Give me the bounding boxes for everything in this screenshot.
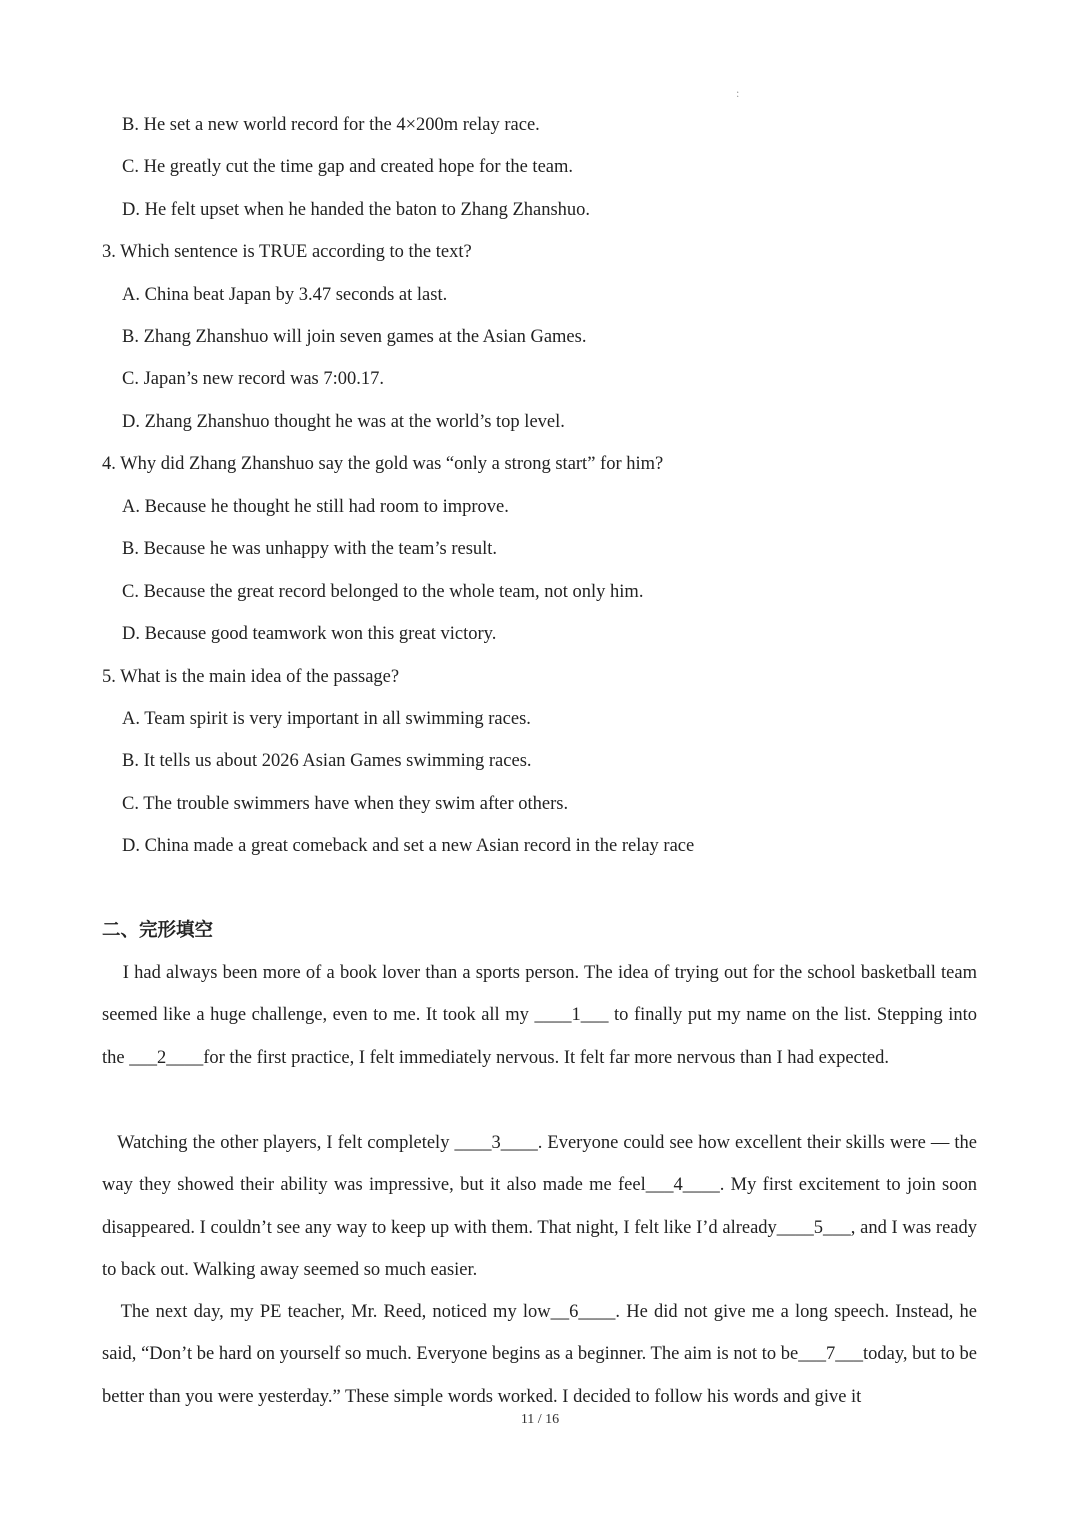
q2-option-c: C. He greatly cut the time gap and created hope for the team. (122, 157, 574, 177)
q4-option-b: B. Because he was unhappy with the team’s result. (122, 539, 498, 559)
section-title: 二、完形填空 (102, 920, 214, 941)
q4-stem: 4. Why did Zhang Zhanshuo say the gold was “only a strong start” for him? (102, 454, 664, 474)
q2-option-d: D. He felt upset when he handed the baton to Zhang Zhanshuo. (122, 200, 591, 220)
q3-option-b: B. Zhang Zhanshuo will join seven games at the Asian Games. (122, 327, 587, 347)
q4-option-a: A. Because he thought he still had room to improve. (122, 497, 509, 517)
q5-option-c: C. The trouble swimmers have when they swim after others. (122, 794, 569, 814)
cloze-paragraph-1: I had always been more of a book lover than a sports person. The idea of trying out for the school basketball team seemed like a huge challenge, even to me. It took all my ____1___ to finally put my name on the list. Stepping into the ___2____for the first practice, I felt immediately nervous. It felt far more nervous than I had expected. (102, 963, 977, 1068)
q3-stem: 3. Which sentence is TRUE according to the text? (102, 242, 472, 262)
q3-option-a: A. China beat Japan by 3.47 seconds at last. (122, 285, 448, 305)
q3-option-c: C. Japan’s new record was 7:00.17. (122, 369, 385, 389)
cloze-paragraph-2: Watching the other players, I felt completely ____3____. Everyone could see how excellent their skills were — the way they showed their ability was impressive, but it also made me feel___4____. My first excitement to join soon disappeared. I couldn’t see any way to keep up with them. That night, I felt like I’d already____5___, and I was ready to back out. Walking away seemed so much easier. (102, 1133, 977, 1281)
corner-mark: : (736, 86, 740, 100)
q5-option-b: B. It tells us about 2026 Asian Games swimming races. (122, 751, 532, 771)
q4-option-d: D. Because good teamwork won this great victory. (122, 624, 497, 644)
q5-stem: 5. What is the main idea of the passage? (102, 667, 400, 687)
cloze-paragraph-3: The next day, my PE teacher, Mr. Reed, noticed my low__6____. He did not give me a long speech. Instead, he said, “Don’t be hard on yourself so much. Everyone begins as a beginner. The aim is not to be___7___today, but to be better than you were yesterday.” These simple words worked. I decided to follow his words and give it (102, 1302, 977, 1407)
q5-option-a: A. Team spirit is very important in all swimming races. (122, 709, 531, 729)
q2-option-b: B. He set a new world record for the 4×200m relay race. (122, 115, 540, 135)
q3-option-d: D. Zhang Zhanshuo thought he was at the world’s top level. (122, 412, 565, 432)
q4-option-c: C. Because the great record belonged to the whole team, not only him. (122, 582, 644, 602)
q5-option-d: D. China made a great comeback and set a new Asian record in the relay race (122, 836, 695, 856)
page-number: 11 / 16 (520, 1412, 560, 1427)
